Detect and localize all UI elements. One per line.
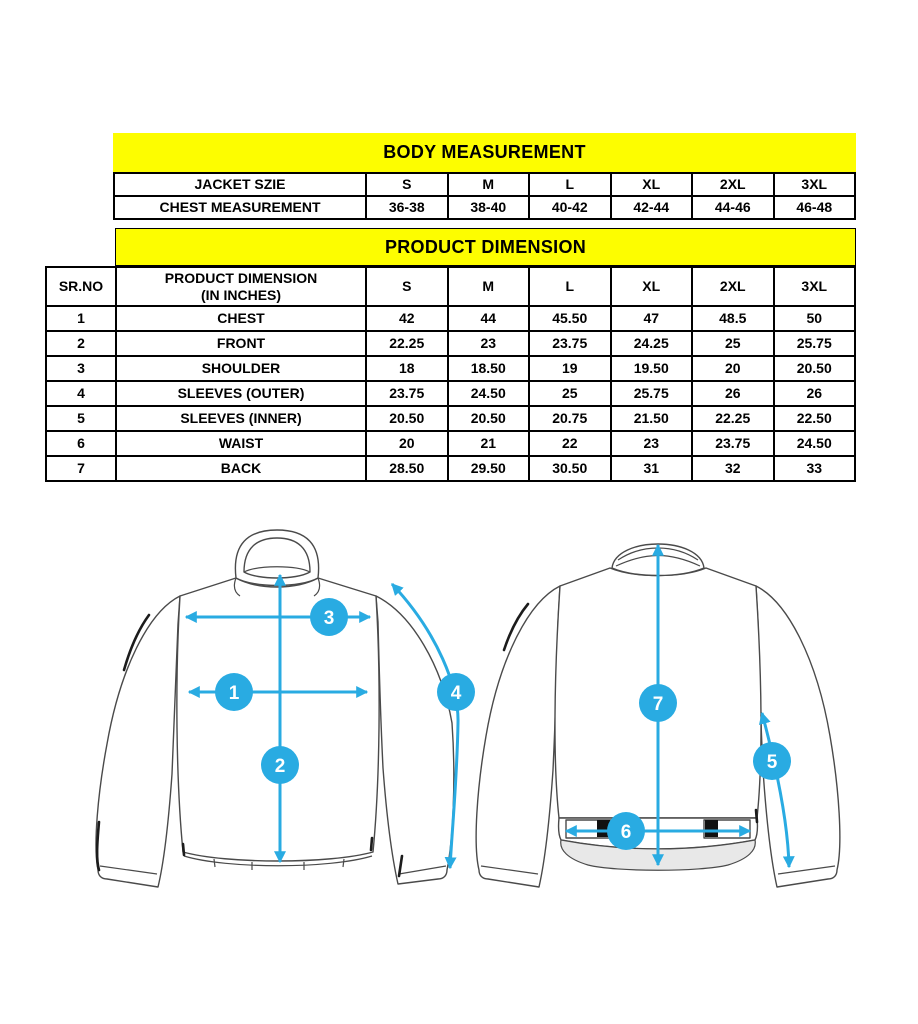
value-xl: 23	[611, 431, 693, 456]
col-header-3xl: 3XL	[774, 267, 856, 306]
jacket-size-l: L	[529, 173, 611, 196]
value-s: 18	[366, 356, 448, 381]
front-right-sleeve	[376, 596, 454, 884]
value-s: 42	[366, 306, 448, 331]
dimension-label: SLEEVES (INNER)	[116, 406, 366, 431]
front-body	[177, 578, 379, 861]
sr-no: 2	[46, 331, 116, 356]
dimension-label: BACK	[116, 456, 366, 481]
value-m: 29.50	[448, 456, 530, 481]
measure-marker-3	[310, 598, 348, 636]
chest-measurement-row	[114, 196, 855, 219]
chest-range-m: 38-40	[448, 196, 530, 219]
dimension-label: CHEST	[116, 306, 366, 331]
svg-text:1: 1	[228, 683, 240, 704]
value-m: 20.50	[448, 406, 530, 431]
svg-text:6: 6	[620, 822, 632, 843]
value-2xl: 23.75	[692, 431, 774, 456]
table-row-sleeves-inner	[46, 406, 855, 431]
value-3xl: 50	[774, 306, 856, 331]
front-left-sleeve	[96, 596, 180, 887]
col-header-2xl: 2XL	[692, 267, 774, 306]
value-s: 20	[366, 431, 448, 456]
value-xl: 25.75	[611, 381, 693, 406]
col-header-dimension	[116, 267, 366, 306]
measure-marker-6	[607, 812, 645, 850]
measure-marker-2	[261, 746, 299, 784]
measure-marker-1	[215, 673, 253, 711]
value-2xl: 26	[692, 381, 774, 406]
value-2xl: 20	[692, 356, 774, 381]
value-3xl: 26	[774, 381, 856, 406]
front-jacket-view	[96, 530, 475, 887]
table-row-back	[46, 456, 855, 481]
measure-marker-7	[639, 684, 677, 722]
back-left-sleeve	[476, 586, 560, 887]
value-xl: 21.50	[611, 406, 693, 431]
chest-range-xl: 42-44	[611, 196, 693, 219]
col-header-l: L	[529, 267, 611, 306]
value-xl: 31	[611, 456, 693, 481]
value-l: 45.50	[529, 306, 611, 331]
value-3xl: 20.50	[774, 356, 856, 381]
measure-marker-5	[753, 742, 791, 780]
value-2xl: 22.25	[692, 406, 774, 431]
product-dimension-title: PRODUCT DIMENSION	[115, 228, 856, 266]
col-header-dimension-line1: PRODUCT DIMENSION	[164, 270, 318, 287]
value-xl: 19.50	[611, 356, 693, 381]
right-strap-buckle	[705, 820, 718, 837]
svg-text:4: 4	[450, 683, 462, 704]
jacket-size-2xl: 2XL	[692, 173, 774, 196]
value-m: 23	[448, 331, 530, 356]
jacket-size-xl: XL	[611, 173, 693, 196]
measure-marker-4	[437, 673, 475, 711]
dimension-label: SLEEVES (OUTER)	[116, 381, 366, 406]
dimension-label: SHOULDER	[116, 356, 366, 381]
chest-range-3xl: 46-48	[774, 196, 856, 219]
value-m: 44	[448, 306, 530, 331]
col-header-s: S	[366, 267, 448, 306]
value-s: 23.75	[366, 381, 448, 406]
value-3xl: 33	[774, 456, 856, 481]
value-l: 23.75	[529, 331, 611, 356]
value-m: 21	[448, 431, 530, 456]
dimension-label: FRONT	[116, 331, 366, 356]
value-l: 30.50	[529, 456, 611, 481]
value-m: 24.50	[448, 381, 530, 406]
jacket-size-m: M	[448, 173, 530, 196]
value-s: 22.25	[366, 331, 448, 356]
chest-range-2xl: 44-46	[692, 196, 774, 219]
sr-no: 4	[46, 381, 116, 406]
col-header-srno: SR.NO	[46, 267, 116, 306]
value-m: 18.50	[448, 356, 530, 381]
table-row-shoulder	[46, 356, 855, 381]
sr-no: 3	[46, 356, 116, 381]
dimension-label: WAIST	[116, 431, 366, 456]
sr-no: 6	[46, 431, 116, 456]
product-dimension-header-row	[46, 267, 855, 306]
svg-text:3: 3	[323, 608, 335, 629]
value-3xl: 22.50	[774, 406, 856, 431]
jacket-size-s: S	[366, 173, 448, 196]
table-row-front	[46, 331, 855, 356]
jacket-size-label: JACKET SZIE	[114, 173, 366, 196]
chest-measurement-label: CHEST MEASUREMENT	[114, 196, 366, 219]
table-row-chest	[46, 306, 855, 331]
chest-range-s: 36-38	[366, 196, 448, 219]
body-measurement-title: BODY MEASUREMENT	[113, 133, 856, 172]
sr-no: 5	[46, 406, 116, 431]
product-dimension-table	[45, 266, 856, 482]
value-3xl: 25.75	[774, 331, 856, 356]
jacket-size-3xl: 3XL	[774, 173, 856, 196]
sr-no: 7	[46, 456, 116, 481]
col-header-m: M	[448, 267, 530, 306]
body-measurement-table	[113, 172, 856, 220]
sr-no: 1	[46, 306, 116, 331]
value-l: 22	[529, 431, 611, 456]
chest-range-l: 40-42	[529, 196, 611, 219]
table-row-waist	[46, 431, 855, 456]
col-header-xl: XL	[611, 267, 693, 306]
svg-text:2: 2	[274, 756, 286, 777]
value-l: 25	[529, 381, 611, 406]
svg-text:7: 7	[652, 694, 664, 715]
value-2xl: 25	[692, 331, 774, 356]
value-2xl: 32	[692, 456, 774, 481]
value-s: 28.50	[366, 456, 448, 481]
value-l: 19	[529, 356, 611, 381]
table-row-sleeves-outer	[46, 381, 855, 406]
value-3xl: 24.50	[774, 431, 856, 456]
value-l: 20.75	[529, 406, 611, 431]
svg-text:5: 5	[766, 752, 778, 773]
jacket-measurement-diagram	[0, 518, 918, 918]
jacket-size-row	[114, 173, 855, 196]
value-2xl: 48.5	[692, 306, 774, 331]
value-s: 20.50	[366, 406, 448, 431]
value-xl: 47	[611, 306, 693, 331]
col-header-dimension-line2: (IN INCHES)	[200, 286, 282, 303]
back-jacket-view	[476, 544, 840, 887]
value-xl: 24.25	[611, 331, 693, 356]
